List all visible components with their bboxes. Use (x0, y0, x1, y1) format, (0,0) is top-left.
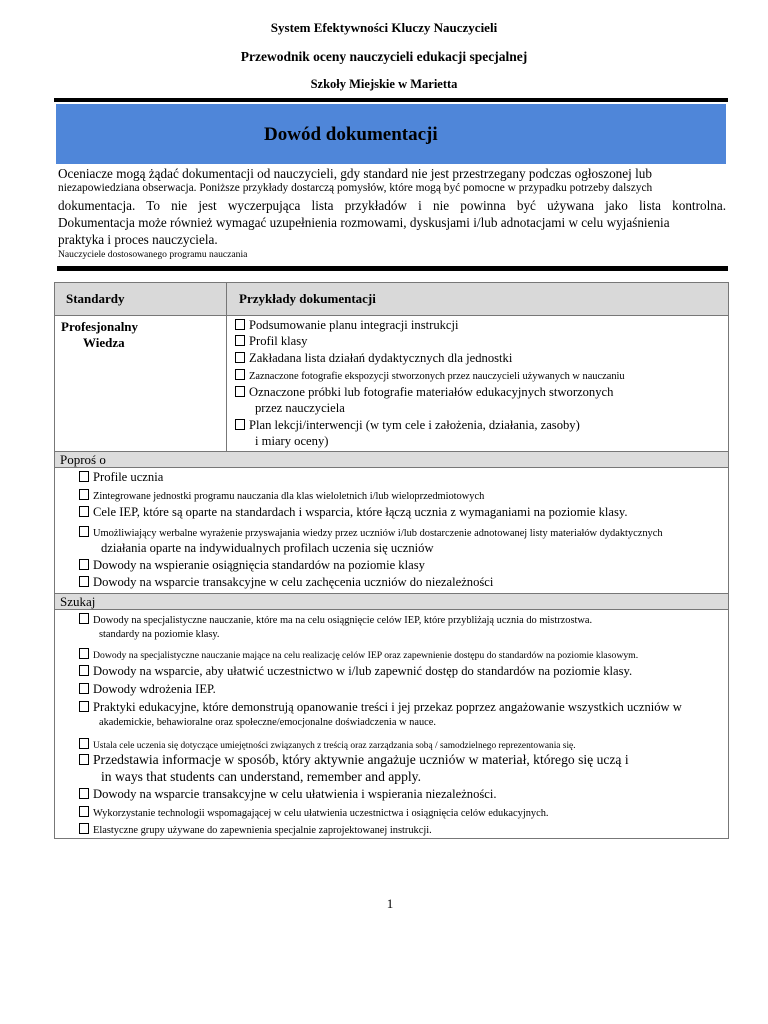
list-item-continuation: i miary oceny) (255, 434, 329, 448)
intro-line: dokumentacja. To nie jest wyczerpująca lista przykładów i nie powinna być używana jako lista kontrolna. (58, 198, 726, 213)
intro-line: niezapowiedziana obserwacja. Poniższe przykłady dostarczą pomysłów, które mogą być pomocne w przypadku potrzeby dalszych (58, 182, 653, 194)
header-cell-examples: Przykłady dokumentacji (227, 283, 728, 315)
document-header-subtitle: Przewodnik oceny nauczycieli edukacji specjalnej (240, 49, 528, 64)
list-item: Dowody na specjalistyczne nauczanie, które ma na celu osiągnięcie celów IEP, które przybliżają ucznia do mistrzostwa. (79, 613, 592, 626)
document-header-title: System Efektywności Kluczy Nauczycieli (270, 20, 498, 35)
list-item: Zaznaczone fotografie ekspozycji stworzonych przez nauczycieli używanych w nauczaniu (235, 369, 625, 382)
intro-line: Dokumentacja może również wymagać uzupełnienia rozmowami, dyskusjami i/lub adnotacjami w celu wyjaśnienia (58, 215, 670, 230)
list-item-continuation: działania oparte na indywidualnych profilach uczenia się uczniów (101, 541, 434, 555)
list-item: Ustala cele uczenia się dotyczące umiejętności związanych z treścią oraz zarządzania sobą / samodzielnego reprezentowania się. (79, 738, 576, 751)
top-rule (54, 98, 728, 102)
checkbox-icon (79, 806, 89, 817)
checkbox-icon (79, 471, 89, 482)
checkbox-icon (79, 648, 89, 659)
checkbox-icon (79, 754, 89, 765)
checkbox-icon (235, 352, 245, 363)
documentation-table (54, 282, 729, 839)
section-label-look-for: Szukaj (55, 593, 728, 610)
checkbox-icon (79, 506, 89, 517)
list-item: Dowody na wspieranie osiągnięcia standardów na poziomie klasy (79, 558, 425, 573)
checkbox-icon (79, 613, 89, 624)
section-label-ask-for: Poproś o (55, 451, 728, 468)
intro-line: praktyka i proces nauczyciela. (58, 232, 218, 247)
list-item: Umożliwiający werbalne wyrażenie przyswajania wiedzy przez uczniów i/lub dostarczenie adnotowanej listy materiałów dydaktycznych (79, 526, 663, 539)
list-item: Dowody na specjalistyczne nauczanie mające na celu realizację celów IEP oraz zapewnienie dostępu do standardów na poziomie klasowym. (79, 648, 638, 661)
header-cell-standards: Standardy (55, 283, 227, 315)
checkbox-icon (235, 419, 245, 430)
checkbox-icon (235, 319, 245, 330)
checkbox-icon (235, 386, 245, 397)
page-number: 1 (386, 896, 394, 911)
list-item-continuation: przez nauczyciela (255, 401, 345, 415)
list-item: Dowody na wsparcie transakcyjne w celu ułatwienia i wspierania niezależności. (79, 787, 497, 802)
checkbox-icon (79, 526, 89, 537)
checkbox-icon (79, 489, 89, 500)
list-item: Plan lekcji/interwencji (w tym cele i założenia, działania, zasoby) (235, 418, 580, 433)
column-divider (226, 315, 227, 452)
checkbox-icon (79, 683, 89, 694)
intro-subheading: Nauczyciele dostosowanego programu nauczania (58, 249, 248, 260)
list-item-continuation: akademickie, behawioralne oraz społeczne/emocjonalne doświadczenia w nauce. (99, 717, 436, 728)
list-item-continuation: in ways that students can understand, remember and apply. (101, 769, 421, 784)
list-item: Dowody na wsparcie transakcyjne w celu zachęcenia uczniów do niezależności (79, 575, 493, 590)
list-item: Oznaczone próbki lub fotografie materiałów edukacyjnych stworzonych (235, 385, 613, 400)
list-item: Cele IEP, które są oparte na standardach i wsparcia, które łączą ucznia z wymaganiami na poziomie klasy. (79, 505, 628, 520)
banner-title: Dowód dokumentacji (264, 124, 438, 145)
checkbox-icon (79, 665, 89, 676)
list-item: Profile ucznia (79, 470, 163, 485)
checkbox-icon (79, 823, 89, 834)
section-banner (56, 104, 726, 164)
list-item: Dowody na wsparcie, aby ułatwić uczestnictwo w i/lub zapewnić dostęp do standardów na poziomie klasy. (79, 664, 632, 679)
document-header-district: Szkoły Miejskie w Marietta (310, 77, 458, 91)
intro-line: Oceniacze mogą żądać dokumentacji od nauczycieli, gdy standard nie jest przestrzegany podczas ogłoszonej lub (58, 166, 652, 181)
list-item: Zintegrowane jednostki programu nauczania dla klas wieloletnich i/lub wieloprzedmiotowych (79, 489, 484, 502)
list-item: Dowody wdrożenia IEP. (79, 682, 216, 697)
checkbox-icon (79, 738, 89, 749)
checkbox-icon (79, 788, 89, 799)
checkbox-icon (79, 701, 89, 712)
list-item: Wykorzystanie technologii wspomagającej w celu ułatwienia uczestnictwa i osiągnięcia celów edukacyjnych. (79, 806, 549, 819)
list-item: Praktyki edukacyjne, które demonstrują opanowanie treści i jej przekaz poprzez angażowanie wszystkich uczniów w (79, 700, 682, 715)
list-item: Profil klasy (235, 334, 307, 349)
list-item: Zakładana lista działań dydaktycznych dla jednostki (235, 351, 512, 366)
checkbox-icon (235, 369, 245, 380)
checkbox-icon (79, 576, 89, 587)
list-item: Przedstawia informacje w sposób, który aktywnie angażuje uczniów w materiał, którego się uczą i (79, 752, 629, 768)
checkbox-icon (79, 559, 89, 570)
list-item-continuation: standardy na poziomie klasy. (99, 629, 220, 640)
list-item: Podsumowanie planu integracji instrukcji (235, 318, 459, 333)
standard-name: Profesjonalny Wiedza (61, 319, 139, 350)
bottom-rule (57, 266, 728, 271)
list-item: Elastyczne grupy używane do zapewnienia specjalnie zaprojektowanej instrukcji. (79, 823, 432, 836)
row-divider (55, 315, 728, 316)
checkbox-icon (235, 335, 245, 346)
